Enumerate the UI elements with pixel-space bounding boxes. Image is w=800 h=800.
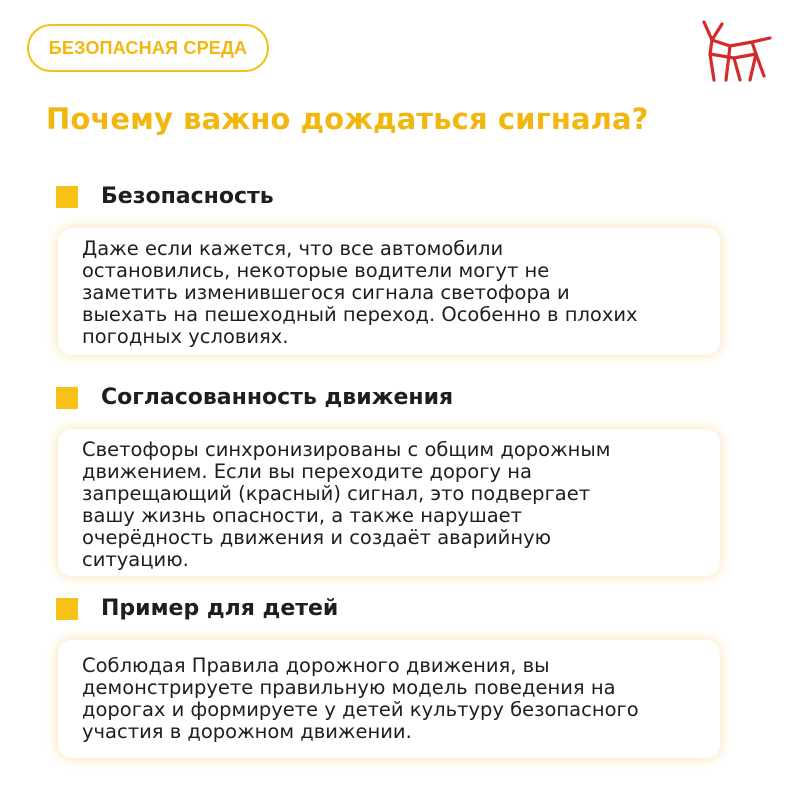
category-badge-label: БЕЗОПАСНАЯ СРЕДА bbox=[48, 37, 248, 58]
section-heading-safety bbox=[56, 184, 274, 209]
square-bullet-icon bbox=[56, 387, 78, 409]
info-card-children-example: Соблюдая Правила дорожного движения, вы демонстрируете правильную модель поведения на дорогах и формируете у детей культуру безопасного участия в дорожном движении. bbox=[58, 640, 720, 758]
page-title: Почему важно дождаться сигнала? bbox=[46, 102, 649, 136]
red-geometric-horse-logo-icon bbox=[700, 18, 772, 84]
section-heading-coordination bbox=[56, 385, 453, 410]
info-card-coordination: Светофоры синхронизированы с общим дорожным движением. Если вы переходите дорогу на запрещающий (красный) сигнал, это подвергает вашу жизнь опасности, а также нарушает очерёдность движения и создаёт аварийную ситуацию. bbox=[58, 429, 720, 576]
section-heading-children-example bbox=[56, 596, 338, 621]
section-heading-label: Пример для детей bbox=[101, 596, 339, 621]
section-heading-label: Согласованность движения bbox=[101, 385, 454, 410]
category-badge bbox=[27, 24, 269, 72]
square-bullet-icon bbox=[56, 598, 78, 620]
square-bullet-icon bbox=[56, 186, 78, 208]
section-heading-label: Безопасность bbox=[101, 184, 274, 209]
info-card-safety: Даже если кажется, что все автомобили остановились, некоторые водители могут не заметить изменившегося сигнала светофора и выехать на пешеходный переход. Особенно в плохих погодных условиях. bbox=[58, 228, 720, 355]
